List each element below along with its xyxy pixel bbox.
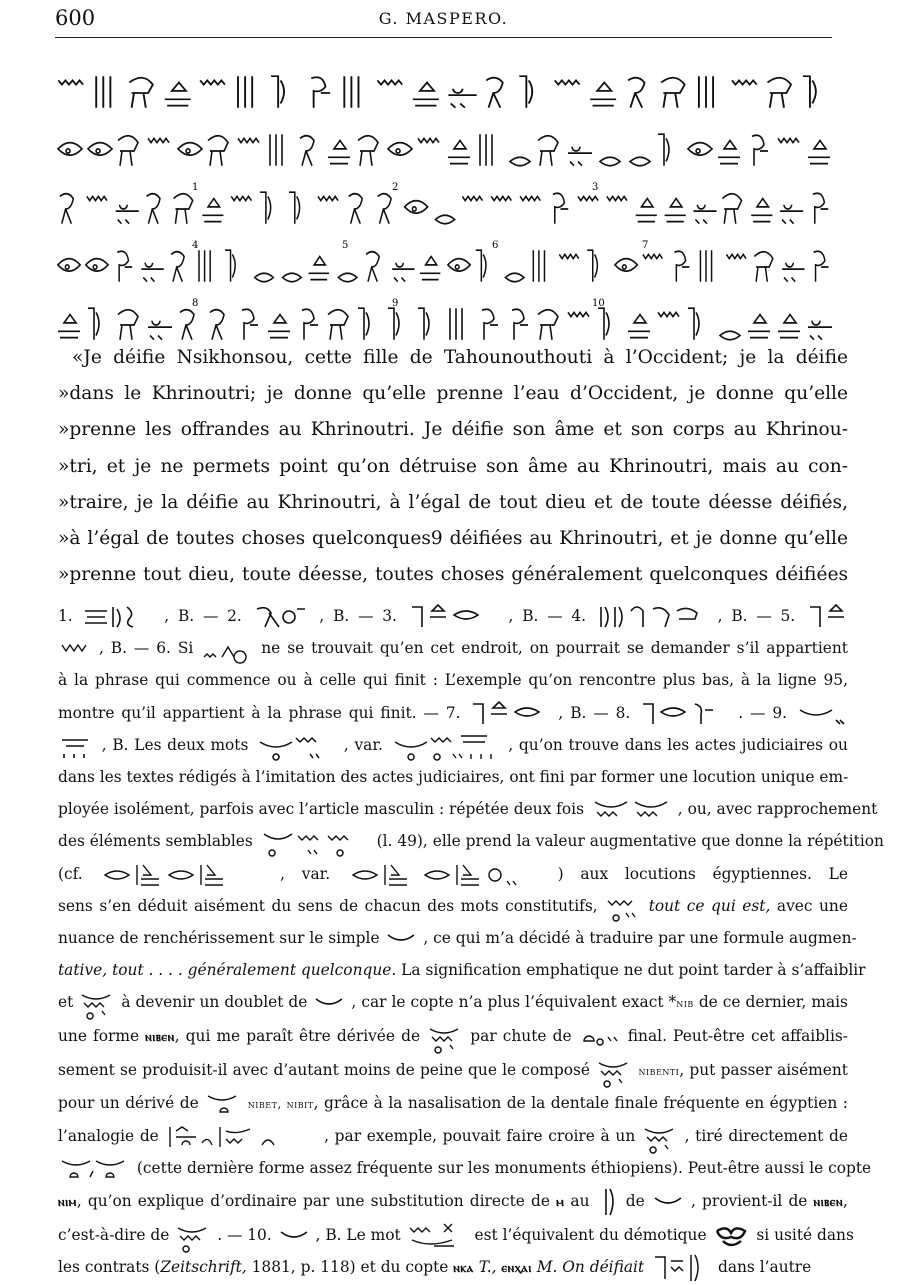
note-text: , qu’on explique d’ordinaire par une substitution directe de bbox=[76, 1191, 550, 1210]
note-text-italic: T., bbox=[478, 1258, 497, 1277]
hieroglyph-sign bbox=[482, 309, 498, 339]
hieroglyph-sign bbox=[199, 250, 210, 282]
note-text: une forme bbox=[58, 1026, 140, 1045]
hieroglyph-sign bbox=[778, 138, 799, 142]
hieroglyph-group bbox=[391, 732, 501, 760]
translation-line: »traire, je la déifie au Khrinoutri, à l’égal de tout dieu et de toute déesse déifiés, bbox=[58, 491, 848, 513]
hieroglyph-sign bbox=[96, 76, 110, 108]
hieroglyph-sign bbox=[58, 315, 80, 338]
hieroglyph-sign bbox=[88, 308, 99, 340]
hieroglyph-sign bbox=[255, 273, 274, 281]
hieroglyph-group bbox=[166, 1123, 316, 1151]
page-number: 600 bbox=[55, 6, 96, 30]
note-text: à devenir un doublet de bbox=[121, 993, 308, 1012]
coptic-word: ⲛⲓⲃⲉⲛ bbox=[813, 1194, 844, 1210]
hieroglyph-sign bbox=[767, 78, 791, 108]
translation-line: »prenne tout dieu, toute déesse, toutes choses généralement quelconques déifiées bbox=[58, 564, 848, 586]
note-line-1 bbox=[58, 600, 848, 632]
hieroglyph-sign bbox=[141, 263, 163, 282]
note-text: de ce dernier, mais bbox=[698, 993, 848, 1012]
note-text: (cette dernière forme assez fréquente sur les monuments éthiopiens). Peut-être aussi le copte bbox=[136, 1159, 872, 1178]
hieroglyph-group bbox=[60, 1155, 130, 1183]
hieroglyph-sign bbox=[748, 315, 770, 338]
hieroglyph-sign bbox=[118, 136, 138, 166]
hieroglyph-sign bbox=[538, 310, 558, 340]
note-line-14 bbox=[58, 1020, 848, 1054]
coptic-word: ⲛⲕⲁ bbox=[453, 1261, 474, 1277]
hieroglyph-sign bbox=[283, 273, 302, 281]
note-line-2 bbox=[58, 632, 848, 664]
hieroglyph-group bbox=[653, 1190, 683, 1214]
footnote-marker: 2 bbox=[392, 182, 399, 193]
hieroglyph-sign bbox=[607, 196, 627, 200]
note-line-20 bbox=[58, 1219, 854, 1251]
hieroglyph-sign bbox=[674, 251, 689, 281]
hieroglyph-group bbox=[408, 1222, 468, 1250]
hieroglyph-group bbox=[598, 1187, 618, 1217]
hieroglyph-sign bbox=[318, 196, 338, 200]
note-line-21 bbox=[58, 1251, 848, 1285]
hieroglyph-sign bbox=[147, 194, 160, 224]
hieroglyph-sign bbox=[208, 136, 228, 166]
hieroglyph-sign bbox=[178, 143, 202, 156]
hieroglyph-sign bbox=[808, 321, 832, 340]
hieroglyph-group bbox=[597, 1057, 631, 1085]
note-text: , bbox=[843, 1191, 848, 1210]
hieroglyph-sign bbox=[751, 199, 772, 222]
note-text: au bbox=[570, 1191, 590, 1210]
running-head bbox=[55, 6, 832, 36]
hieroglyph-sign bbox=[720, 331, 740, 339]
hieroglyph-group bbox=[591, 796, 671, 824]
note-text: , ou, avec rapprochement bbox=[677, 800, 878, 819]
note-text: , provient-il de bbox=[690, 1191, 808, 1210]
hieroglyph-group bbox=[349, 861, 539, 889]
note-text: avec une bbox=[776, 896, 848, 915]
note-text: si usité dans bbox=[756, 1225, 854, 1244]
hieroglyph-sign bbox=[302, 309, 318, 339]
note-text: , B. — 5. bbox=[717, 607, 796, 625]
hieroglyph-sign bbox=[486, 78, 503, 108]
note-text: par chute de bbox=[470, 1026, 572, 1045]
hieroglyph-group bbox=[253, 603, 309, 631]
hieroglyph-sign bbox=[700, 250, 711, 282]
translation-line: »à l’égal de toutes choses quelconques9 déifiées au Khrinoutri, et je donne qu’elle bbox=[58, 528, 848, 550]
hieroglyph-sign bbox=[615, 259, 637, 272]
hieroglyph-group bbox=[83, 603, 153, 631]
note-text-italic: Zeitschrift, bbox=[160, 1258, 247, 1277]
hieroglyph-sign bbox=[58, 143, 82, 156]
note-text: , grâce à la nasalisation de la dentale finale fréquente en égyptien : bbox=[313, 1094, 848, 1113]
note-text: (cf. bbox=[58, 864, 83, 883]
hieroglyph-sign bbox=[328, 310, 348, 340]
note-line-9 bbox=[58, 858, 848, 890]
note-text: ) aux locutions égyptiennes. Le bbox=[557, 864, 848, 883]
hieroglyph-group bbox=[386, 927, 416, 951]
note-text: l’analogie de bbox=[58, 1127, 159, 1146]
hieroglyph-group bbox=[597, 603, 707, 631]
hieroglyph-sign bbox=[349, 194, 362, 224]
coptic-word: ⲛⲓⲃⲉⲛ bbox=[145, 1029, 175, 1045]
hieroglyph-sign bbox=[210, 310, 224, 340]
hieroglyph-group bbox=[639, 700, 729, 728]
note-line-3: à la phrase qui commence ou à celle qui finit : L’exemple qu’on rencontre plus bas, à la ligne 95, bbox=[58, 671, 848, 690]
note-text: , B. Le mot bbox=[315, 1225, 401, 1244]
hieroglyph-group bbox=[651, 1253, 711, 1283]
hieroglyph-sign bbox=[578, 196, 598, 200]
hieroglyph-sign bbox=[661, 78, 685, 108]
note-line-5 bbox=[58, 729, 848, 761]
footnotes bbox=[58, 600, 884, 1285]
hieroglyph-sign bbox=[358, 308, 369, 340]
hieroglyph-sign bbox=[533, 250, 544, 282]
hieroglyph-sign bbox=[238, 76, 252, 108]
note-text: , B. — 6. Si bbox=[98, 639, 194, 658]
coptic-word: ⲙ bbox=[556, 1194, 565, 1210]
note-line-18 bbox=[58, 1152, 872, 1184]
note-line-12 bbox=[58, 954, 866, 986]
hieroglyph-group bbox=[469, 700, 549, 728]
hieroglyph-sign bbox=[568, 312, 589, 316]
note-text: , car le copte n’a plus l’équivalent exact * bbox=[351, 993, 677, 1012]
footnote-marker: 6 bbox=[492, 240, 499, 251]
hieroglyph-sign bbox=[643, 254, 663, 258]
hieroglyph-group bbox=[314, 991, 344, 1015]
note-text: . — 10. bbox=[217, 1225, 272, 1244]
hieroglyph-sign bbox=[512, 309, 528, 339]
note-text: et bbox=[58, 993, 74, 1012]
hieroglyph-sign bbox=[311, 77, 330, 107]
hieroglyph-sign bbox=[658, 312, 679, 316]
coptic-word: ⲛⲓⲙ bbox=[58, 1194, 77, 1210]
note-text: , B. Les deux mots bbox=[101, 735, 249, 754]
hieroglyph-sign bbox=[732, 80, 757, 84]
hieroglyph-sign bbox=[344, 76, 358, 108]
hieroglyph-sign bbox=[665, 199, 686, 222]
hieroglyph-sign bbox=[636, 199, 657, 222]
note-line-13 bbox=[58, 986, 848, 1019]
hieroglyph-sign bbox=[510, 157, 530, 165]
hieroglyph-sign bbox=[587, 250, 597, 282]
hieroglyph-sign bbox=[722, 194, 741, 224]
hieroglyph-sign bbox=[519, 76, 532, 108]
hieroglyph-sign bbox=[803, 76, 816, 108]
hieroglyph-group bbox=[796, 700, 846, 728]
hieroglyph-sign bbox=[260, 192, 271, 224]
hieroglyph-sign bbox=[180, 310, 194, 340]
note-text: , B. — 3. bbox=[319, 607, 397, 625]
hieroglyph-sign bbox=[300, 136, 314, 166]
footnote-marker: 10 bbox=[592, 298, 605, 309]
hieroglyph-sign bbox=[418, 138, 439, 142]
hieroglyph-sign bbox=[328, 141, 350, 164]
hieroglyph-sign bbox=[271, 76, 284, 108]
hieroglyph-group bbox=[643, 1123, 677, 1151]
hieroglyph-sign bbox=[129, 78, 153, 108]
hieroglyph-group bbox=[202, 637, 252, 661]
hieroglyph-sign bbox=[148, 138, 169, 142]
hieroglyph-sign bbox=[448, 259, 470, 272]
footnote-marker: 4 bbox=[192, 240, 199, 251]
note-text: sens s’en déduit aisément du sens de chacun des mots constitutifs, bbox=[58, 896, 598, 915]
note-text-smallcaps: nibenti bbox=[638, 1063, 680, 1078]
hieroglyph-sign bbox=[116, 205, 139, 224]
hieroglyph-sign bbox=[450, 308, 462, 340]
hieroglyph-row-3 bbox=[52, 178, 842, 232]
note-text: , tiré directement de bbox=[684, 1127, 848, 1146]
hieroglyph-sign bbox=[200, 80, 225, 84]
note-text-italic: tout ce qui est, bbox=[648, 896, 771, 915]
hieroglyph-row-1 bbox=[52, 62, 842, 116]
hieroglyph-sign bbox=[377, 80, 402, 84]
hieroglyph-group bbox=[60, 732, 94, 760]
hieroglyph-sign bbox=[718, 141, 740, 164]
note-text: final. Peut-être cet affaiblis- bbox=[627, 1026, 848, 1045]
hieroglyph-sign bbox=[462, 196, 482, 200]
note-line-8 bbox=[58, 825, 884, 857]
hieroglyph-line-3 bbox=[52, 174, 842, 232]
note-line-17 bbox=[58, 1120, 848, 1152]
hieroglyph-group bbox=[260, 828, 370, 856]
hieroglyph-group bbox=[256, 732, 336, 760]
hieroglyph-sign bbox=[476, 250, 486, 282]
note-text: 1881, p. 118) et du copte bbox=[251, 1258, 449, 1277]
hieroglyph-sign bbox=[270, 134, 282, 166]
note-text: ne se trouvait qu’en cet endroit, on pourrait se demander s’il appartient bbox=[261, 639, 848, 658]
note-text-italic: tout . . . . généralement quelconque. bbox=[112, 961, 397, 980]
hieroglyph-sign bbox=[338, 273, 357, 281]
note-text: , qu’on trouve dans les actes judiciaires ou bbox=[508, 735, 848, 754]
note-text: dans l’autre bbox=[717, 1258, 812, 1277]
hieroglyph-sign bbox=[171, 252, 184, 282]
hieroglyph-sign bbox=[420, 257, 440, 280]
note-line-15 bbox=[58, 1054, 848, 1087]
hieroglyph-sign bbox=[628, 78, 645, 108]
note-line-4 bbox=[58, 697, 848, 729]
hieroglyph-sign bbox=[174, 194, 193, 224]
translation-line: »tri, et je ne permets point qu’on détruise son âme au Khrinoutri, mais au con- bbox=[58, 455, 848, 477]
note-line-6: dans les textes rédigés à l’imitation des actes judiciaires, ont fini par former une locution unique em- bbox=[58, 768, 849, 787]
hieroglyph-group bbox=[279, 1224, 309, 1248]
note-text-italic: déifiait bbox=[589, 1258, 645, 1277]
translation-paragraph bbox=[58, 340, 848, 593]
footnote-marker: 7 bbox=[642, 240, 649, 251]
translation-line: «Je déifie Nsikhonsou, cette fille de Tahounouthouti à l’Occident; je la déifie bbox=[72, 347, 848, 368]
hieroglyph-sign bbox=[378, 194, 391, 224]
note-line-10 bbox=[58, 890, 848, 922]
hieroglyph-text bbox=[52, 58, 842, 348]
note-text: nuance de renchérissement sur le simple bbox=[58, 929, 380, 948]
hieroglyph-sign bbox=[658, 134, 669, 166]
hieroglyph-sign bbox=[231, 196, 251, 200]
hieroglyph-sign bbox=[118, 310, 138, 340]
hieroglyph-sign bbox=[688, 308, 699, 340]
hieroglyph-sign bbox=[505, 273, 524, 281]
hieroglyph-sign bbox=[780, 205, 803, 224]
hieroglyph-sign bbox=[555, 80, 580, 84]
hieroglyph-group bbox=[101, 861, 261, 889]
hieroglyph-sign bbox=[238, 138, 259, 142]
hieroglyph-sign bbox=[418, 308, 429, 340]
hieroglyph-sign bbox=[405, 201, 428, 214]
hieroglyph-sign bbox=[598, 308, 609, 340]
hieroglyph-group bbox=[580, 1025, 620, 1049]
note-text: ployée isolément, parfois avec l’article masculin : répétée deux fois bbox=[58, 800, 584, 819]
hieroglyph-line-1 bbox=[52, 58, 842, 116]
note-text: La signification emphatique ne dut point tarder à s’affaiblir bbox=[401, 961, 866, 980]
hieroglyph-sign bbox=[435, 215, 454, 223]
hieroglyph-sign bbox=[448, 89, 476, 108]
hieroglyph-group bbox=[713, 1223, 749, 1249]
hieroglyph-sign bbox=[225, 250, 235, 282]
note-text: est l’équivalent du démotique bbox=[474, 1225, 707, 1244]
hieroglyph-sign bbox=[814, 251, 829, 281]
hieroglyph-sign bbox=[388, 143, 412, 156]
translation-line: »dans le Khrinoutri; je donne qu’elle prenne l’eau d’Occident, je donne qu’elle bbox=[58, 383, 848, 405]
header-rule bbox=[55, 37, 832, 38]
note-text: les contrats ( bbox=[58, 1258, 161, 1277]
hieroglyph-sign bbox=[366, 252, 379, 282]
footnote-marker: 5 bbox=[342, 240, 349, 251]
hieroglyph-sign bbox=[309, 257, 329, 280]
translation-line: »prenne les offrandes au Khrinoutri. Je déifie son âme et son corps au Khrinou- bbox=[58, 419, 848, 441]
hieroglyph-sign bbox=[413, 83, 439, 106]
hieroglyph-group bbox=[408, 603, 498, 631]
hieroglyph-sign bbox=[590, 83, 616, 106]
hieroglyph-sign bbox=[628, 315, 650, 338]
note-text: , B. — 4. bbox=[508, 607, 587, 625]
note-text: 1. bbox=[58, 607, 73, 625]
hieroglyph-sign bbox=[88, 143, 112, 156]
hieroglyph-sign bbox=[600, 157, 620, 165]
hieroglyph-sign bbox=[165, 83, 191, 106]
hieroglyph-sign bbox=[553, 193, 568, 223]
hieroglyph-sign bbox=[694, 205, 717, 224]
note-text: , par exemple, pouvait faire croire à un bbox=[324, 1127, 636, 1146]
hieroglyph-line-2 bbox=[52, 116, 842, 174]
hieroglyph-sign bbox=[448, 141, 470, 164]
note-text: , qui me paraît être dérivée de bbox=[174, 1026, 421, 1045]
hieroglyph-sign bbox=[358, 136, 378, 166]
hieroglyph-sign bbox=[520, 196, 540, 200]
hieroglyph-sign bbox=[392, 263, 414, 282]
hieroglyph-sign bbox=[699, 76, 713, 108]
hieroglyph-sign bbox=[202, 199, 223, 222]
note-text: montre qu’il appartient à la phrase qui finit. — 7. bbox=[58, 703, 461, 722]
hieroglyph-group bbox=[428, 1023, 462, 1051]
hieroglyph-row-2 bbox=[52, 120, 842, 174]
coptic-word: ⲉⲛⲭⲁⲓ bbox=[501, 1261, 532, 1277]
note-text: . — 9. bbox=[738, 703, 788, 722]
note-text-smallcaps: nibet, nibit bbox=[247, 1097, 314, 1112]
hieroglyph-line-4 bbox=[52, 232, 842, 290]
hieroglyph-sign bbox=[87, 196, 107, 200]
note-text: , B. — 8. bbox=[558, 703, 631, 722]
hieroglyph-sign bbox=[778, 315, 800, 338]
note-text: , var. bbox=[343, 735, 383, 754]
hieroglyph-group bbox=[80, 989, 114, 1017]
hieroglyph-sign bbox=[726, 254, 746, 258]
hieroglyph-sign bbox=[559, 254, 579, 258]
hieroglyph-sign bbox=[813, 193, 828, 223]
footnote-marker: 8 bbox=[192, 298, 199, 309]
hieroglyph-sign bbox=[630, 157, 650, 165]
hieroglyph-group bbox=[206, 1090, 240, 1118]
hieroglyph-sign bbox=[568, 147, 592, 166]
note-text: sement se produisit-il avec d’autant moins de peine que le composé bbox=[58, 1060, 590, 1079]
footnote-marker: 9 bbox=[392, 298, 399, 309]
hieroglyph-sign bbox=[388, 308, 399, 340]
note-line-7 bbox=[58, 793, 878, 825]
note-text: de bbox=[625, 1191, 645, 1210]
hieroglyph-sign bbox=[148, 321, 172, 340]
hieroglyph-sign bbox=[754, 252, 773, 282]
note-text-smallcaps: nib bbox=[676, 996, 694, 1011]
note-line-11 bbox=[58, 922, 857, 954]
hieroglyph-row-4 bbox=[52, 236, 842, 290]
hieroglyph-sign bbox=[491, 196, 511, 200]
running-title: G. MASPERO. bbox=[378, 9, 509, 28]
hieroglyph-sign bbox=[86, 259, 108, 272]
hieroglyph-group bbox=[606, 893, 640, 921]
note-line-16 bbox=[58, 1087, 848, 1120]
footnote-marker: 3 bbox=[592, 182, 599, 193]
note-text: , var. bbox=[280, 864, 331, 883]
hieroglyph-sign bbox=[58, 80, 83, 84]
note-text: des éléments semblables bbox=[58, 832, 253, 851]
note-text: , put passer aisément bbox=[679, 1060, 848, 1079]
note-text: , ce qui m’a décidé à traduire par une formule augmen- bbox=[423, 929, 857, 948]
note-text: c’est-à-dire de bbox=[58, 1225, 170, 1244]
note-text: (l. 49), elle prend la valeur augmentative que donne la répétition bbox=[376, 832, 884, 851]
hieroglyph-sign bbox=[268, 315, 290, 338]
hieroglyph-sign bbox=[752, 135, 768, 165]
hieroglyph-sign bbox=[688, 143, 712, 156]
hieroglyph-sign bbox=[538, 136, 558, 166]
hieroglyph-sign bbox=[480, 134, 492, 166]
hieroglyph-sign bbox=[808, 141, 830, 164]
hieroglyph-sign bbox=[117, 251, 132, 281]
note-text: , B. — 2. bbox=[164, 607, 242, 625]
note-text-italic: tative, bbox=[58, 961, 108, 980]
footnote-marker: 1 bbox=[192, 182, 199, 193]
hieroglyph-sign bbox=[60, 194, 73, 224]
hieroglyph-sign bbox=[289, 192, 300, 224]
note-text: pour un dérivé de bbox=[58, 1094, 199, 1113]
hieroglyph-group bbox=[806, 603, 846, 631]
hieroglyph-sign bbox=[58, 259, 80, 272]
note-line-19 bbox=[58, 1185, 848, 1219]
note-text-italic: M. On bbox=[536, 1258, 585, 1277]
hieroglyph-sign bbox=[782, 263, 804, 282]
hieroglyph-group bbox=[176, 1222, 210, 1250]
hieroglyph-group bbox=[60, 637, 90, 661]
hieroglyph-sign bbox=[242, 309, 258, 339]
